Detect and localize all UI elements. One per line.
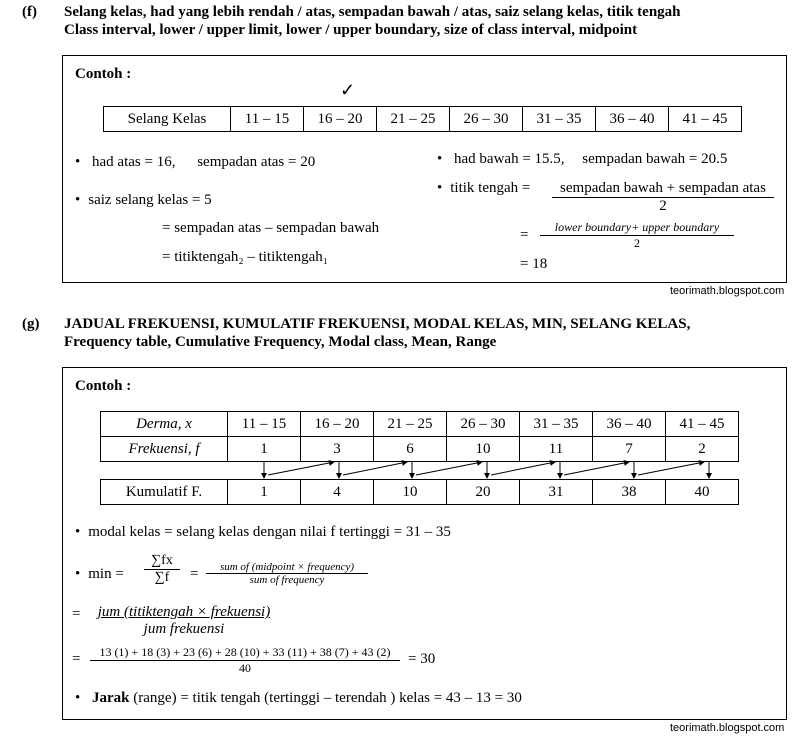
had-bawah: had bawah = 15.5, [454, 151, 565, 167]
table-cell: 11 – 15 [228, 412, 301, 437]
arrow-diagonal [416, 462, 482, 475]
table-cell: 4 [301, 480, 374, 505]
fraction-numerator: ∑fx [144, 553, 180, 570]
table-header-cell: Selang Kelas [104, 107, 231, 132]
fraction-numerator: lower boundary+ upper boundary [540, 220, 734, 236]
fraction-denominator: 2 [634, 236, 640, 250]
section-g-title-en: Frequency table, Cumulative Frequency, Modal class, Mean, Range [64, 334, 497, 350]
table-cell: 1 [228, 437, 301, 462]
arrow-diagonal [638, 462, 704, 475]
jarak-label: Jarak [92, 690, 130, 706]
table-cell: 6 [374, 437, 447, 462]
equals-sign: = [520, 227, 529, 243]
equals-sign: = [72, 606, 81, 622]
section-g-label: (g) [22, 316, 40, 332]
jarak-text: (range) = titik tengah (tertinggi – terendah ) kelas = 43 – 13 = 30 [129, 690, 522, 706]
equals-sign: = [72, 651, 81, 667]
table-cell: 2 [666, 437, 739, 462]
saiz-line-2: = sempadan atas – sempadan bawah [162, 220, 380, 236]
table-cell: 7 [593, 437, 666, 462]
modal-kelas: • modal kelas = selang kelas dengan nilai f tertinggi = 31 – 35 [75, 524, 451, 541]
calc-fraction [90, 645, 400, 676]
table-cell: 21 – 25 [377, 107, 450, 132]
table-cell: 36 – 40 [596, 107, 669, 132]
table-cell: 16 – 20 [304, 107, 377, 132]
table-cell: 26 – 30 [447, 412, 520, 437]
sempadan-atas: sempadan atas = 20 [197, 154, 316, 170]
table-cell: 20 [447, 480, 520, 505]
derma-header: Derma, x [136, 415, 192, 432]
jarak-line [75, 690, 522, 707]
table-cell: 11 – 15 [231, 107, 304, 132]
table-cell: 1 [228, 480, 301, 505]
jum-fraction [90, 604, 278, 638]
fraction-denominator: ∑f [154, 570, 170, 585]
table-cell: 21 – 25 [374, 412, 447, 437]
section-f-title-en: Class interval, lower / upper limit, lower / upper boundary, size of class interval, midpoint [64, 22, 638, 38]
table-cell: 3 [301, 437, 374, 462]
table-cell: 11 [520, 437, 593, 462]
sum-fraction [206, 561, 368, 586]
cumulative-table [100, 479, 739, 505]
freq-header: Frekuensi, f [128, 440, 200, 457]
equals-sign: = [190, 566, 199, 582]
saiz-selang-kelas: • saiz selang kelas = 5 [75, 192, 212, 209]
arrow-diagonal [343, 462, 407, 475]
fraction-numerator: 13 (1) + 18 (3) + 23 (6) + 28 (10) + 33 (11) + 38 (7) + 43 (2) [90, 645, 400, 661]
fraction-denominator: 40 [239, 661, 251, 675]
table-cell: 31 [520, 480, 593, 505]
example-label-f: Contoh : [75, 66, 132, 82]
fraction-denominator: sum of frequency [249, 574, 325, 586]
table-cell: 26 – 30 [450, 107, 523, 132]
table-cell: 36 – 40 [593, 412, 666, 437]
arrow-diagonal [564, 462, 629, 475]
midpoint-result: = 18 [520, 256, 548, 272]
arrow-diagonal [491, 462, 555, 475]
arrow-diagonal [268, 462, 334, 475]
had-atas: had atas = 16, [92, 154, 176, 170]
table-cell: 16 – 20 [301, 412, 374, 437]
table-cell: 41 – 45 [669, 107, 742, 132]
table-cell: 40 [666, 480, 739, 505]
section-f-title-ms: Selang kelas, had yang lebih rendah / atas, sempadan bawah / atas, saiz selang kelas, titik tengah [64, 4, 681, 20]
table-header-cell: Kumulatif F. [101, 480, 228, 505]
table-cell: 10 [447, 437, 520, 462]
section-f-label: (f) [22, 4, 37, 20]
titik-tengah-label: • titik tengah = [437, 180, 530, 197]
example-label-g: Contoh : [75, 378, 132, 394]
table-cell: 10 [374, 480, 447, 505]
fraction-numerator: sum of (midpoint × frequency) [206, 561, 368, 574]
min-fraction [144, 553, 180, 586]
section-g-title-ms: JADUAL FREKUENSI, KUMULATIF FREKUENSI, MODAL KELAS, MIN, SELANG KELAS, [64, 316, 691, 332]
fraction-denominator: 2 [659, 198, 667, 214]
fraction-numerator: sempadan bawah + sempadan atas [552, 180, 774, 198]
table-cell: 41 – 45 [666, 412, 739, 437]
table-cell: 31 – 35 [520, 412, 593, 437]
watermark-f: teorimath.blogspot.com [670, 285, 785, 297]
sempadan-bawah: sempadan bawah = 20.5 [582, 151, 728, 167]
fraction-numerator: jum (titiktengah × frekuensi) [97, 604, 271, 620]
mean-result: = 30 [408, 651, 436, 667]
fraction-denominator: jum frekuensi [143, 621, 225, 637]
min-label: • min = [75, 566, 124, 583]
saiz-line-3: = titiktengah₂ – titiktengah₁ [162, 249, 328, 265]
table-cell: 31 – 35 [523, 107, 596, 132]
table-cell: 38 [593, 480, 666, 505]
watermark-g: teorimath.blogspot.com [670, 722, 785, 734]
tick-mark-icon: ✓ [340, 80, 356, 100]
